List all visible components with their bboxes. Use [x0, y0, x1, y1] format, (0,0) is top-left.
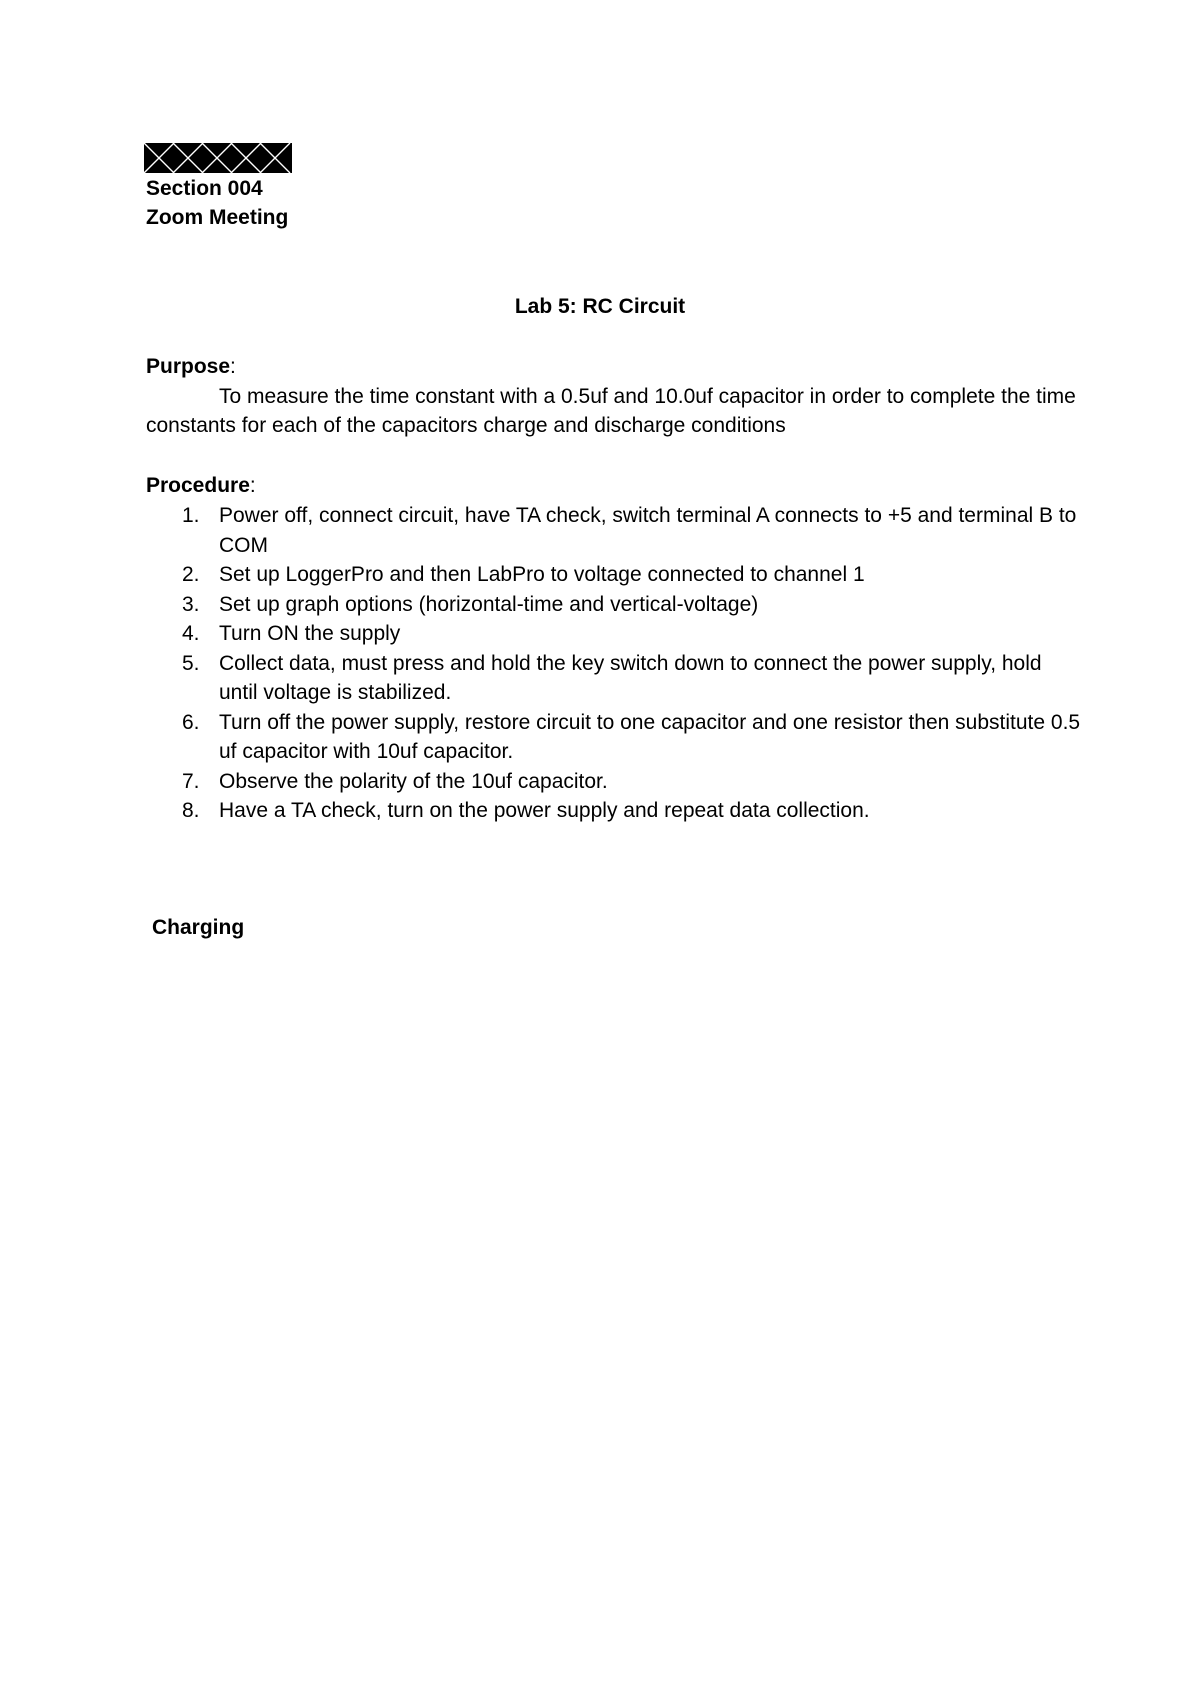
purpose-colon: : — [230, 355, 236, 378]
procedure-colon: : — [249, 474, 256, 497]
step-number: 3. — [182, 592, 200, 616]
redacted-name-block — [144, 143, 292, 173]
step-number: 7. — [182, 769, 200, 793]
list-item — [146, 560, 1081, 590]
step-text: Turn off the power supply, restore circuit to one capacitor and one resistor then substitute 0.5 uf capacitor with 10uf capacitor. — [219, 710, 1081, 763]
meeting-type: Zoom Meeting — [146, 206, 289, 229]
step-text: Set up LoggerPro and then LabPro to voltage connected to channel 1 — [219, 563, 865, 586]
purpose-text: To measure the time constant with a 0.5uf and 10.0uf capacitor in order to complete the time constants for each of the capacitors charge and discharge conditions — [146, 385, 1076, 437]
step-number: 1. — [182, 504, 200, 527]
step-text: Power off, connect circuit, have TA check, switch terminal A connects to +5 and terminal B to COM — [219, 504, 1077, 557]
procedure-steps-list — [146, 501, 1081, 826]
list-item — [146, 767, 1081, 797]
step-number: 6. — [182, 710, 200, 734]
page-title: Lab 5: RC Circuit — [514, 295, 686, 318]
step-text: Turn ON the supply — [219, 622, 401, 645]
section-number: Section 004 — [146, 177, 263, 200]
list-item — [146, 619, 1081, 649]
list-item — [146, 501, 1081, 560]
step-text: Observe the polarity of the 10uf capacitor. — [219, 769, 608, 793]
procedure-label: Procedure — [146, 474, 250, 497]
procedure-heading — [146, 471, 256, 500]
step-number: 8. — [182, 799, 200, 822]
step-number: 5. — [182, 651, 200, 675]
step-number: 4. — [182, 622, 200, 645]
step-text: Set up graph options (horizontal-time and vertical-voltage) — [219, 592, 759, 616]
purpose-heading — [146, 352, 236, 381]
list-item — [146, 796, 1081, 826]
redaction-pattern-icon — [144, 143, 292, 173]
list-item — [146, 649, 1081, 708]
step-number: 2. — [182, 563, 200, 586]
list-item — [146, 708, 1081, 767]
purpose-label: Purpose — [146, 355, 231, 378]
charging-heading: Charging — [152, 916, 245, 939]
step-text: Have a TA check, turn on the power supply and repeat data collection. — [219, 799, 870, 822]
step-text: Collect data, must press and hold the key switch down to connect the power supply, hold until voltage is stabilized. — [219, 651, 1042, 704]
list-item — [146, 590, 1081, 620]
